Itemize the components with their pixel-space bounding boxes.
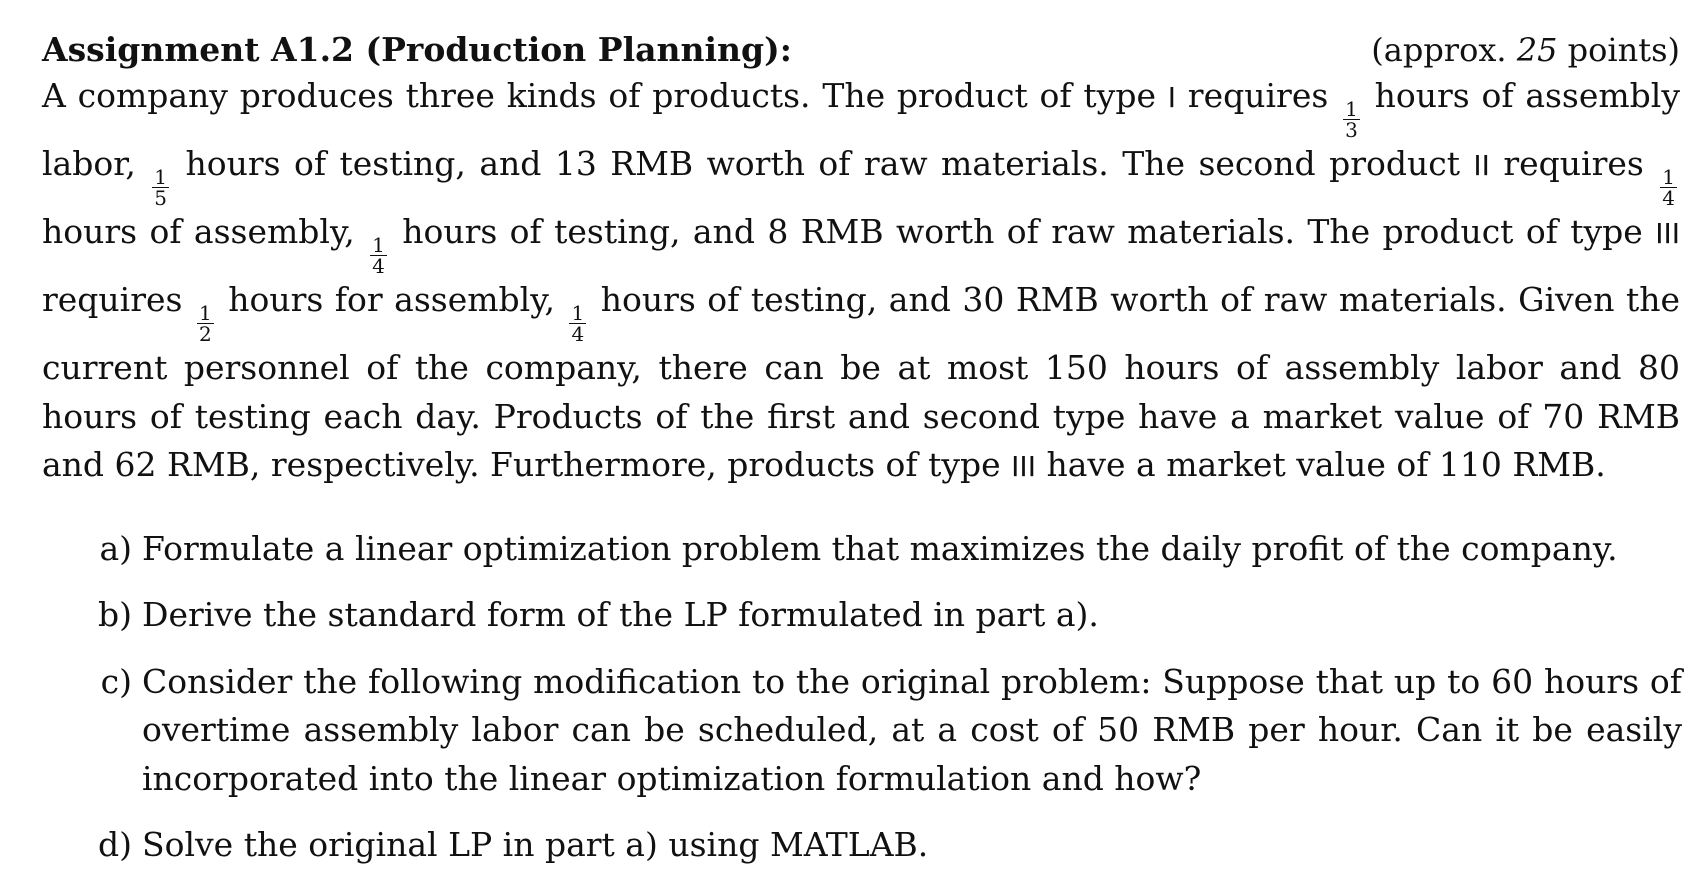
task-label: d) xyxy=(98,825,132,864)
task-label: b) xyxy=(98,595,132,634)
task-list xyxy=(42,525,1682,870)
assignment-header xyxy=(42,28,1680,72)
task-item-c xyxy=(42,658,1682,804)
product-type-iii: III xyxy=(1655,217,1680,250)
problem-statement: A company produces three kinds of products. The product of type I requires $\frac{1}{3}$ hours of assembly labor, $\frac{1}{5}$ hours of testing, and 13 RMB worth of raw materials. The second product II requires $\frac{1}{4}$ hours of assembly, $\frac{1}{4}$ hours of testing, and 8 RMB worth of raw materials. The product of type III requires $\frac{1}{2}$ hours for assembly, $\frac{1}{4}$ hours of testing, and 30 RMB worth of raw materials. Given the current personnel of the company, there can be at most 150 hours of assembly labor and 80 hours of testing each day. Products of the first and second type have a market value of 70 RMB and 62 RMB, respectively. Furthermore, products of type III have a market value of 110 RMB. xyxy=(42,76,1681,484)
assignment-points: (approx. 25 points) xyxy=(1371,31,1680,69)
product-type-iii: III xyxy=(1011,450,1036,483)
product-type-ii: II xyxy=(1473,149,1490,182)
fraction-one-fifth: $\frac{1}{5}$ xyxy=(154,165,168,210)
assignment-page xyxy=(42,28,1682,888)
assignment-title: Assignment A1.2 (Production Planning): xyxy=(42,30,792,69)
task-item-d xyxy=(42,821,1682,870)
points-value: 25 xyxy=(1516,31,1558,69)
task-text: Formulate a linear optimization problem that maximizes the daily profit of the company. xyxy=(142,528,1618,568)
fraction-one-third: $\frac{1}{3}$ xyxy=(1345,97,1358,142)
task-label: c) xyxy=(100,661,132,701)
task-item-a xyxy=(42,525,1682,574)
task-item-b xyxy=(42,591,1682,640)
fraction-one-quarter: $\frac{1}{4}$ xyxy=(372,233,385,278)
product-type-i: I xyxy=(1167,81,1177,114)
task-text: Solve the original LP in part a) using MATLAB. xyxy=(142,825,929,864)
fraction-one-quarter: $\frac{1}{4}$ xyxy=(1662,165,1675,210)
task-text: Derive the standard form of the LP formulated in part a). xyxy=(142,595,1099,634)
task-label: a) xyxy=(99,528,132,568)
fraction-one-quarter: $\frac{1}{4}$ xyxy=(571,301,585,346)
fraction-one-half: $\frac{1}{2}$ xyxy=(198,301,212,346)
task-text: Consider the following modification to the original problem: Suppose that up to 60 hours of overtime assembly labor can be scheduled, at a cost of 50 RMB per hour. Can it be easily incorporated into the linear optimization formulation and how? xyxy=(142,661,1682,798)
